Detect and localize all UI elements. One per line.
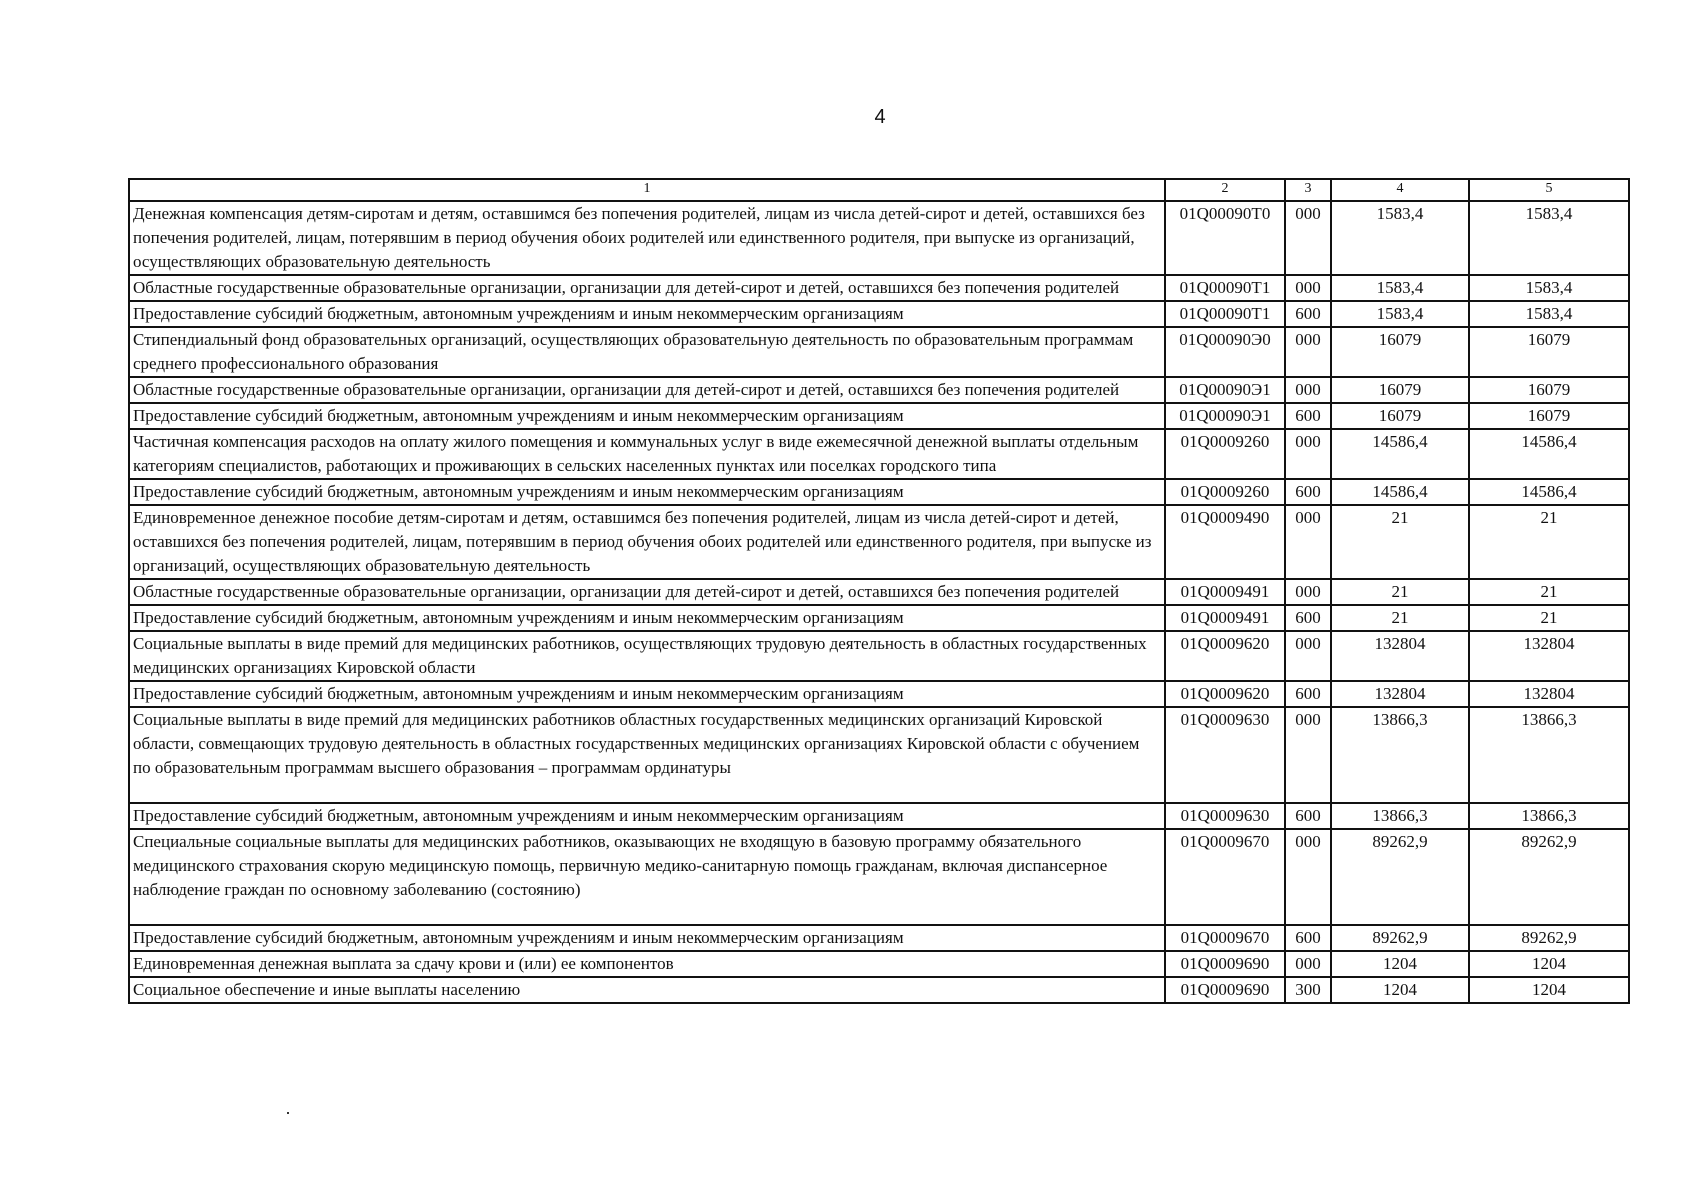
row-type-cell: 000	[1285, 429, 1331, 479]
row-type-cell: 000	[1285, 707, 1331, 803]
row-value-col4-cell: 132804	[1331, 631, 1469, 681]
row-type-cell: 600	[1285, 605, 1331, 631]
table-header-row	[129, 179, 1629, 201]
row-name-cell: Предоставление субсидий бюджетным, автономным учреждениям и иным некоммерческим организациям	[129, 479, 1165, 505]
row-value-col5-cell: 21	[1469, 505, 1629, 579]
table-row	[129, 327, 1629, 377]
row-value-col5-cell: 1204	[1469, 951, 1629, 977]
row-type-cell: 600	[1285, 925, 1331, 951]
row-value-col5-cell: 1204	[1469, 977, 1629, 1003]
row-value-col5-cell: 1583,4	[1469, 275, 1629, 301]
row-name-cell: Областные государственные образовательные организации, организации для детей-сирот и детей, оставшихся без попечения родителей	[129, 579, 1165, 605]
row-type-cell: 000	[1285, 377, 1331, 403]
column-header-1: 1	[129, 179, 1165, 201]
row-name-cell: Предоставление субсидий бюджетным, автономным учреждениям и иным некоммерческим организациям	[129, 681, 1165, 707]
row-value-col4-cell: 13866,3	[1331, 803, 1469, 829]
row-code-cell: 01Q00090Э1	[1165, 377, 1285, 403]
row-value-col4-cell: 1204	[1331, 951, 1469, 977]
row-value-col5-cell: 16079	[1469, 403, 1629, 429]
row-name-cell: Денежная компенсация детям-сиротам и детям, оставшимся без попечения родителей, лицам из числа детей-сирот и детей, оставшихся без попечения родителей, лицам, потерявшим в период обучения обоих родителей или единственного родителя, при выпуске из организаций, осуществляющих образовательную деятельность	[129, 201, 1165, 275]
budget-table	[128, 178, 1630, 1004]
row-value-col4-cell: 132804	[1331, 681, 1469, 707]
row-name-cell: Социальные выплаты в виде премий для медицинских работников, осуществляющих трудовую деятельность в областных государственных медицинских организациях Кировской области	[129, 631, 1165, 681]
row-name-cell: Предоставление субсидий бюджетным, автономным учреждениям и иным некоммерческим организациям	[129, 605, 1165, 631]
row-code-cell: 01Q00090Т0	[1165, 201, 1285, 275]
row-value-col5-cell: 13866,3	[1469, 707, 1629, 803]
row-name-cell: Единовременное денежное пособие детям-сиротам и детям, оставшимся без попечения родителей, лицам из числа детей-сирот и детей, оставшихся без попечения родителей, лицам, потерявшим в период обучения обоих родителей или единственного родителя, при выпуске из организаций, осуществляющих образовательную деятельность	[129, 505, 1165, 579]
row-type-cell: 600	[1285, 403, 1331, 429]
column-header-2: 2	[1165, 179, 1285, 201]
row-name-cell: Предоставление субсидий бюджетным, автономным учреждениям и иным некоммерческим организациям	[129, 301, 1165, 327]
row-type-cell: 600	[1285, 479, 1331, 505]
column-header-5: 5	[1469, 179, 1629, 201]
row-type-cell: 300	[1285, 977, 1331, 1003]
scan-speck	[287, 1112, 289, 1114]
row-value-col5-cell: 89262,9	[1469, 829, 1629, 925]
row-name-cell: Предоставление субсидий бюджетным, автономным учреждениям и иным некоммерческим организациям	[129, 803, 1165, 829]
table-row	[129, 579, 1629, 605]
row-value-col4-cell: 14586,4	[1331, 479, 1469, 505]
row-value-col4-cell: 16079	[1331, 403, 1469, 429]
row-type-cell: 600	[1285, 803, 1331, 829]
row-code-cell: 01Q0009620	[1165, 681, 1285, 707]
row-name-cell: Социальные выплаты в виде премий для медицинских работников областных государственных медицинских организаций Кировской области, совмещающих трудовую деятельность в областных государственных медицинских организациях Кировской области с обучением по образовательным программам высшего образования – программам ординатуры	[129, 707, 1165, 803]
column-header-3: 3	[1285, 179, 1331, 201]
row-type-cell: 600	[1285, 681, 1331, 707]
row-value-col5-cell: 1583,4	[1469, 201, 1629, 275]
table-row	[129, 829, 1629, 925]
table-row	[129, 403, 1629, 429]
row-code-cell: 01Q0009690	[1165, 951, 1285, 977]
row-name-cell: Специальные социальные выплаты для медицинских работников, оказывающих не входящую в базовую программу обязательного медицинского страхования скорую медицинскую помощь, первичную медико-санитарную помощь гражданам, включая диспансерное наблюдение граждан по основному заболеванию (состоянию)	[129, 829, 1165, 925]
row-name-cell: Стипендиальный фонд образовательных организаций, осуществляющих образовательную деятельность по образовательным программам среднего профессионального образования	[129, 327, 1165, 377]
table-row	[129, 301, 1629, 327]
row-value-col5-cell: 21	[1469, 605, 1629, 631]
table-row	[129, 377, 1629, 403]
row-code-cell: 01Q00090Т1	[1165, 275, 1285, 301]
row-value-col5-cell: 132804	[1469, 681, 1629, 707]
row-code-cell: 01Q0009491	[1165, 605, 1285, 631]
page-number: 4	[874, 106, 886, 128]
row-value-col5-cell: 13866,3	[1469, 803, 1629, 829]
row-type-cell: 000	[1285, 829, 1331, 925]
row-type-cell: 000	[1285, 275, 1331, 301]
row-name-cell: Предоставление субсидий бюджетным, автономным учреждениям и иным некоммерческим организациям	[129, 925, 1165, 951]
row-value-col4-cell: 16079	[1331, 327, 1469, 377]
row-value-col5-cell: 89262,9	[1469, 925, 1629, 951]
row-value-col4-cell: 13866,3	[1331, 707, 1469, 803]
row-value-col4-cell: 89262,9	[1331, 829, 1469, 925]
row-type-cell: 000	[1285, 505, 1331, 579]
row-value-col4-cell: 21	[1331, 605, 1469, 631]
table-row	[129, 977, 1629, 1003]
row-type-cell: 000	[1285, 201, 1331, 275]
row-value-col5-cell: 16079	[1469, 377, 1629, 403]
row-value-col5-cell: 14586,4	[1469, 429, 1629, 479]
row-code-cell: 01Q00090Т1	[1165, 301, 1285, 327]
row-type-cell: 000	[1285, 327, 1331, 377]
row-name-cell: Социальное обеспечение и иные выплаты населению	[129, 977, 1165, 1003]
table-row	[129, 479, 1629, 505]
row-value-col4-cell: 89262,9	[1331, 925, 1469, 951]
row-name-cell: Областные государственные образовательные организации, организации для детей-сирот и детей, оставшихся без попечения родителей	[129, 377, 1165, 403]
row-type-cell: 600	[1285, 301, 1331, 327]
row-code-cell: 01Q0009630	[1165, 803, 1285, 829]
row-value-col4-cell: 21	[1331, 579, 1469, 605]
row-value-col4-cell: 16079	[1331, 377, 1469, 403]
row-code-cell: 01Q0009260	[1165, 479, 1285, 505]
table-row	[129, 631, 1629, 681]
row-code-cell: 01Q0009670	[1165, 829, 1285, 925]
row-type-cell: 000	[1285, 631, 1331, 681]
table-row	[129, 201, 1629, 275]
table-row	[129, 275, 1629, 301]
row-code-cell: 01Q0009690	[1165, 977, 1285, 1003]
table-row	[129, 951, 1629, 977]
table-row	[129, 505, 1629, 579]
table-body	[129, 201, 1629, 1003]
row-value-col5-cell: 132804	[1469, 631, 1629, 681]
row-code-cell: 01Q0009670	[1165, 925, 1285, 951]
row-value-col5-cell: 14586,4	[1469, 479, 1629, 505]
table-row	[129, 681, 1629, 707]
table-row	[129, 707, 1629, 803]
row-value-col4-cell: 21	[1331, 505, 1469, 579]
row-type-cell: 000	[1285, 951, 1331, 977]
row-name-cell: Областные государственные образовательные организации, организации для детей-сирот и детей, оставшихся без попечения родителей	[129, 275, 1165, 301]
column-header-4: 4	[1331, 179, 1469, 201]
row-code-cell: 01Q0009491	[1165, 579, 1285, 605]
table-row	[129, 605, 1629, 631]
row-name-cell: Единовременная денежная выплата за сдачу крови и (или) ее компонентов	[129, 951, 1165, 977]
row-value-col5-cell: 1583,4	[1469, 301, 1629, 327]
row-value-col4-cell: 1583,4	[1331, 201, 1469, 275]
table-row	[129, 429, 1629, 479]
row-type-cell: 000	[1285, 579, 1331, 605]
row-value-col4-cell: 14586,4	[1331, 429, 1469, 479]
row-value-col4-cell: 1583,4	[1331, 301, 1469, 327]
row-value-col4-cell: 1583,4	[1331, 275, 1469, 301]
row-value-col5-cell: 21	[1469, 579, 1629, 605]
row-code-cell: 01Q0009620	[1165, 631, 1285, 681]
row-code-cell: 01Q00090Э1	[1165, 403, 1285, 429]
row-code-cell: 01Q00090Э0	[1165, 327, 1285, 377]
row-value-col4-cell: 1204	[1331, 977, 1469, 1003]
row-name-cell: Частичная компенсация расходов на оплату жилого помещения и коммунальных услуг в виде ежемесячной денежной выплаты отдельным категориям специалистов, работающих и проживающих в сельских населенных пунктах или поселках городского типа	[129, 429, 1165, 479]
row-code-cell: 01Q0009260	[1165, 429, 1285, 479]
row-code-cell: 01Q0009490	[1165, 505, 1285, 579]
row-name-cell: Предоставление субсидий бюджетным, автономным учреждениям и иным некоммерческим организациям	[129, 403, 1165, 429]
row-code-cell: 01Q0009630	[1165, 707, 1285, 803]
table-row	[129, 925, 1629, 951]
table-row	[129, 803, 1629, 829]
row-value-col5-cell: 16079	[1469, 327, 1629, 377]
